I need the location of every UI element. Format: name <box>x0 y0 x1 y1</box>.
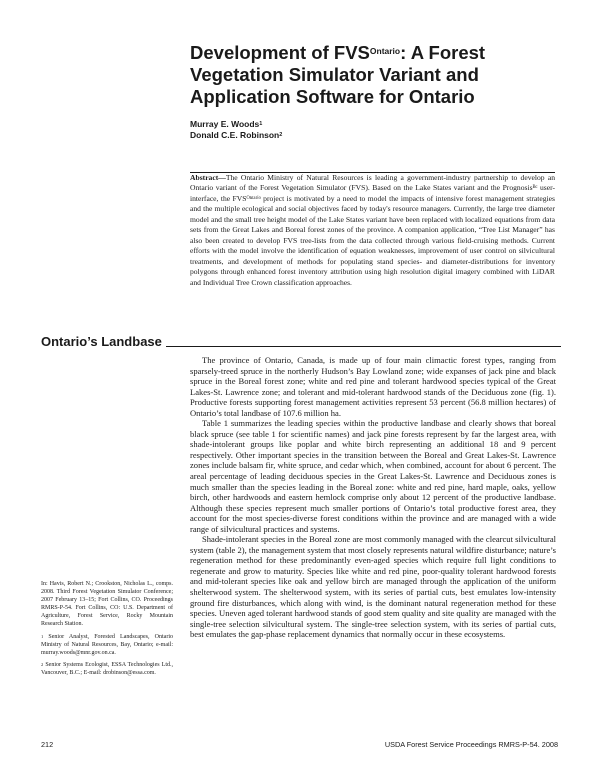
footnote-1 <box>41 633 173 657</box>
section-heading-text: Ontario’s Landbase <box>41 334 162 349</box>
footnotes <box>41 580 173 681</box>
page-number: 212 <box>41 740 54 749</box>
section-heading <box>41 334 561 349</box>
footnote-1-text: Senior Analyst, Forested Landscapes, Ontario Ministry of Natural Resources, Bay, Ontario; e-mail: murray.woods@mnr.gov.on.ca. <box>41 633 173 656</box>
author-2-name: Donald C.E. Robinson <box>190 129 280 140</box>
page-footer <box>41 740 558 749</box>
title-superscript: Ontario <box>369 46 401 56</box>
title-part-2: : A Forest Vegetation Simulator Variant and Application Software for Ontario <box>190 42 486 107</box>
paper-title <box>190 42 560 108</box>
title-part-1: Development of FVS <box>190 42 370 63</box>
footnote-citation <box>41 580 173 629</box>
author-1 <box>190 119 282 130</box>
footnote-2 <box>41 661 173 677</box>
author-2 <box>190 130 282 141</box>
author-1-mark: 1 <box>259 121 263 127</box>
abstract-label: Abstract— <box>190 173 226 182</box>
footnote-1-mark: 1 <box>41 633 44 639</box>
body-text <box>190 355 556 640</box>
paragraph-2: Table 1 summarizes the leading species within the productive landbase and clearly shows that boreal black spruce (see table 1 for scientific names) and jack pine forests represent by far the largest area, with shade-intolerant groups like poplar and white birch representing an additional 18 and 9 percent respectively. Other important species in the transition between the Boreal and Great Lakes-St. Lawrence zones include balsam fir, white spruce, and cedar which, when combined, account for about 6 percent. The areal percentage of leading deciduous species in the Great Lakes-St. Lawrence and Deciduous zones is much smaller than the species leading in the Boreal zone: white and red pine, hard maple, oaks, yellow birch, other hardwoods and eastern hemlock comprise only about 12 percent of the productive landbase. Although these species represent much smaller portions of Ontario’s total productive forest area, they account for the most species-diverse forest conditions within the province and are managed with a wide range of silvicultural practices and systems. <box>190 418 556 534</box>
paragraph-3: Shade-intolerant species in the Boreal zone are most commonly managed with the clearcut silvicultural system (table 2), the management system that most closely represents natural wildfire disturbance; nature’s regeneration method for these predominantly even-aged species which require full light conditions to regenerate and grow to maturity. Species like white and red pine, poor-quality tolerant hardwood forests and mid-tolerant species like oak and yellow birch are managed through the application of the uniform shelterwood system. The shelterwood system, with its series of partial cuts, best emulates low-intensity ground fire disturbances, which along with wind, is the dominant natural regeneration method for these species. Uneven aged tolerant hardwood stands of good stem quality and site quality are managed with the single-tree selection silvicultural system. The single-tree selection system, with its series of partial cuts, best emulates the gap-phase replacement dynamics that normally occur in these ecosystems. <box>190 534 556 640</box>
author-2-mark: 2 <box>279 131 283 138</box>
abstract <box>190 172 555 288</box>
footnote-citation-text: In: Havis, Robert N.; Crookston, Nicholas L., comps. 2008. Third Forest Vegetation Simulator Conference; 2007 February 13–15; Fort Collins, CO. Proceedings RMRS-P-54. Fort Collins, CO: U.S. Department of Agriculture, Forest Service, Rocky Mountain Research Station. <box>41 581 173 628</box>
abstract-text: The Ontario Ministry of Natural Resources is leading a government-industry partnership to develop an Ontario variant of the Forest Vegetation Simulator (FVS). Based on the Lake States variant and the Prognosisᴮᶜ user-interface, the FVSᴼⁿᵗᵃʳⁱᵒ project is motivated by a need to model the impacts of intensive forest management strategies and the multiple ecological and social objectives faced by today's resource managers. Currently, the large tree diameter model and the small tree height model of the Lake States variant have been replaced with localized equations from data sets from the Great Lakes and Boreal forest zones of the province. A companion application, “Tree List Manager” has also been created to develop FVS tree-lists from the data collected through various field-cruising methods. Current efforts with the model involve the identification of equation weaknesses, improvement of user control on silvicultural treatments, and development of methods for populating stand species- and diameter-distributions for inventory polygons through enhanced forest inventory attribution using high resolution digital imagery combined with LiDAR and Individual Tree Crown classification approaches. <box>190 173 555 287</box>
footnote-2-text: Senior Systems Ecologist, ESSA Technologies Ltd., Vancouver, B.C.; E-mail: drobinson@essa.com. <box>41 661 173 676</box>
author-list <box>190 119 282 140</box>
author-1-name: Murray E. Woods <box>190 119 260 129</box>
paragraph-1: The province of Ontario, Canada, is made up of four main climactic forest types, ranging from sparsely-treed spruce in the northerly Hudson’s Bay Lowland zone; wide expanses of jack pine and black spruce in the Boreal forest zone; white and red pine and tolerant hardwood species typical of the Great Lakes-St. Lawrence zone; and tolerant and mid-tolerant hardwood stands of the Deciduous zone (fig. 1). Productive forests supporting forest management activities represent 53 percent (56.8 million hectares) of Ontario’s total landbase of 107.6 million ha. <box>190 355 556 418</box>
publication-info: USDA Forest Service Proceedings RMRS-P-54. 2008 <box>384 740 558 749</box>
section-rule <box>166 346 561 347</box>
footnote-2-mark: 2 <box>41 661 44 667</box>
